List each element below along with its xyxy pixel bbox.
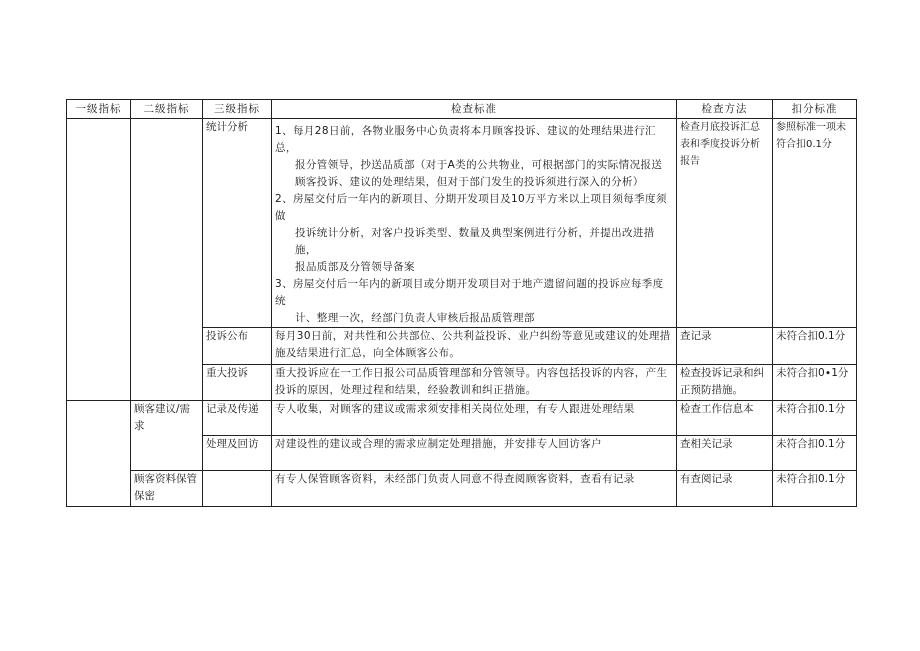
level1-cell	[67, 401, 131, 507]
level3-cell: 重大投诉	[203, 365, 272, 401]
deduction-cell: 未符合扣0.1分	[773, 436, 857, 471]
level3-cell: 记录及传递	[203, 401, 272, 436]
header-level3: 三级指标	[203, 100, 272, 119]
level3-cell	[203, 471, 272, 507]
evaluation-table	[66, 99, 857, 507]
deduction-cell: 未符合扣0.1分	[773, 471, 857, 507]
header-row	[67, 100, 857, 119]
criteria-cell: 每月30日前，对共性和公共部位、公共利益投诉、业户纠纷等意见或建议的处理措施及结果进行汇总，向全体顾客公布。	[272, 328, 677, 365]
criteria-line: 3、房屋交付后一年内的新项目或分期开发项目对于地产遗留问题的投诉应每季度统	[275, 278, 664, 307]
criteria-cell: 有专人保管顾客资料，未经部门负责人同意不得查阅顾客资料，查看有记录	[272, 471, 677, 507]
deduction-cell: 参照标准一项未符合扣0.1分	[773, 119, 857, 328]
level3-cell: 处理及回访	[203, 436, 272, 471]
level2-cell: 顾客资料保管保密	[131, 471, 203, 507]
header-level1: 一级指标	[67, 100, 131, 119]
header-method: 检查方法	[677, 100, 773, 119]
criteria-line: 计、整理一次，经部门负责人审核后报品质管理部	[295, 312, 535, 324]
criteria-line: 顾客投诉、建议的处理结果，但对于部门发生的投诉须进行深入的分析）	[295, 176, 644, 188]
level3-cell: 投诉公布	[203, 328, 272, 365]
criteria-line: 1、每月28日前，各物业服务中心负责将本月顾客投诉、建议的处理结果进行汇总，	[275, 125, 656, 154]
criteria-cell: 对建设性的建议或合理的需求应制定处理措施，并安排专人回访客户	[272, 436, 677, 471]
method-cell: 检查工作信息本	[677, 401, 773, 436]
criteria-line: 报分管领导，抄送品质部（对于A类的公共物业，可根据部门的实际情况报送	[295, 159, 663, 171]
criteria-cell: 重大投诉应在一工作日报公司品质管理部和分管领导。内容包括投诉的内容，产生投诉的原因，处理过程和结果，经验教训和纠正措施。	[272, 365, 677, 401]
header-deduction: 扣分标准	[773, 100, 857, 119]
criteria-line: 投诉统计分析，对客户投诉类型、数量及典型案例进行分析，并提出改进措施，	[295, 227, 655, 256]
criteria-cell	[272, 119, 677, 328]
method-cell: 检查月底投诉汇总表和季度投诉分析报告	[677, 119, 773, 328]
level1-cell	[67, 119, 131, 401]
level2-cell: 顾客建议/需求	[131, 401, 203, 471]
method-cell: 有查阅记录	[677, 471, 773, 507]
method-cell: 查记录	[677, 328, 773, 365]
deduction-cell: 未符合扣0∙1分	[773, 365, 857, 401]
method-cell: 查相关记录	[677, 436, 773, 471]
table-row	[67, 401, 857, 436]
deduction-cell: 未符合扣0.1分	[773, 328, 857, 365]
criteria-line: 2、房屋交付后一年内的新项目、分期开发项目及10万平方米以上项目须每季度须做	[275, 193, 667, 222]
header-level2: 二级指标	[131, 100, 203, 119]
criteria-cell: 专人收集，对顾客的建议或需求须安排相关岗位处理，有专人跟进处理结果	[272, 401, 677, 436]
deduction-cell: 未符合扣0.1分	[773, 401, 857, 436]
table-row	[67, 471, 857, 507]
method-cell: 检查投诉记录和纠正预防措施。	[677, 365, 773, 401]
level2-cell	[131, 119, 203, 401]
header-criteria: 检查标准	[272, 100, 677, 119]
criteria-line: 报品质部及分管领导备案	[295, 261, 415, 273]
table-row	[67, 119, 857, 328]
level3-cell: 统计分析	[203, 119, 272, 328]
